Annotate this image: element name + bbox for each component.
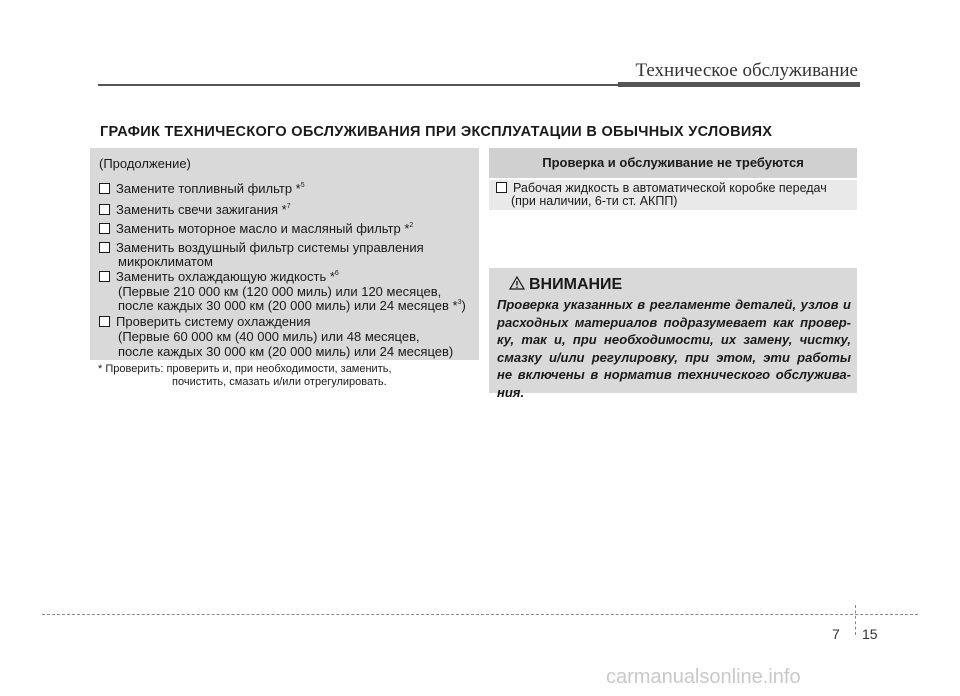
checkbox-icon: [99, 204, 110, 215]
warning-icon: [509, 276, 525, 290]
page-title: ГРАФИК ТЕХНИЧЕСКОГО ОБСЛУЖИВАНИЯ ПРИ ЭКСПЛУАТАЦИИ В ОБЫЧНЫХ УСЛОВИЯХ: [100, 124, 773, 140]
maintenance-list-box: [90, 148, 479, 360]
warning-box: [489, 268, 857, 400]
list-item-detail: после каждых 30 000 км (20 000 миль) или 24 месяцев): [118, 344, 454, 359]
page-number: 15: [862, 626, 878, 642]
checkbox-icon: [99, 183, 110, 194]
list-item-continued: микроклиматом: [118, 254, 213, 269]
chapter-number: 7: [832, 626, 840, 642]
checkbox-icon: [99, 271, 110, 282]
footer-rule: [42, 614, 918, 615]
section-title: Техническое обслуживание: [635, 60, 858, 81]
list-item-detail: (Первые 210 000 км (120 000 миль) или 120 месяцев,: [118, 284, 442, 299]
list-item: Проверить систему охлаждения: [99, 314, 311, 329]
list-item-detail: после каждых 30 000 км (20 000 миль) или 24 месяцев *$^3$): [118, 298, 466, 313]
warning-title: ВНИМАНИЕ: [509, 276, 622, 294]
list-item: Заменить моторное масло и масляный фильтр *$^2$: [99, 221, 413, 236]
footnote-line: * Проверить: проверить и, при необходимости, заменить,: [98, 363, 392, 375]
no-service-header: Проверка и обслуживание не требуются: [489, 148, 857, 178]
list-item: Заменить воздушный фильтр системы управления: [99, 240, 424, 255]
header-rule-accent: [618, 82, 860, 87]
checkbox-icon: [99, 316, 110, 327]
warning-text: Проверка указанных в регламенте деталей, узлов и расходных материалов подразумевает как провер- ку, так и, при необходимости, их замену, чистку, смазку и/или регулировку, при этом, эти работы не включены в норматив технического обслужива- ния.: [497, 297, 851, 400]
footnote-line: почистить, смазать и/или отрегулировать.: [172, 376, 387, 388]
page-number-separator: [855, 605, 856, 635]
list-item: Заменить охлаждающую жидкость *$^6$: [99, 269, 339, 284]
no-service-row: Рабочая жидкость в автоматической коробке передач (при наличии, 6-ти ст. АКПП): [489, 180, 857, 210]
list-item-detail: (Первые 60 000 км (40 000 миль) или 48 месяцев,: [118, 329, 420, 344]
list-item: Замените топливный фильтр *$^5$: [99, 181, 305, 196]
list-item: Заменить свечи зажигания *$^7$: [99, 202, 291, 217]
checkbox-icon: [99, 242, 110, 253]
continued-label: (Продолжение): [99, 156, 191, 171]
watermark: carmanualsonline.info: [606, 666, 801, 688]
checkbox-icon: [99, 223, 110, 234]
checkbox-icon: [496, 182, 507, 193]
